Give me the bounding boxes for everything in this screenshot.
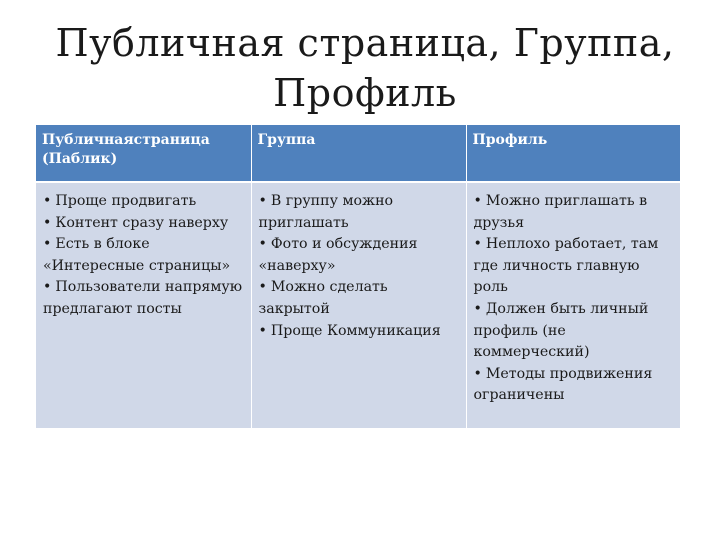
table-row	[36, 182, 680, 428]
header-profile: Профиль	[466, 125, 680, 182]
group-list	[259, 191, 460, 342]
table-header-row	[36, 125, 680, 182]
cell-profile	[466, 182, 680, 428]
profile-list	[474, 191, 675, 407]
public-page-list	[43, 191, 245, 321]
list-item: • Должен быть личный профиль (не коммерческий)	[474, 299, 675, 364]
list-item: • Проще Коммуникация	[259, 321, 460, 343]
slide-title	[0, 18, 720, 118]
list-item: • Можно сделать закрытой	[259, 277, 460, 320]
list-item: • Пользователи напрямую предлагают посты	[43, 277, 245, 320]
comparison-table	[36, 125, 680, 428]
header-group: Группа	[251, 125, 466, 182]
list-item: • Контент сразу наверху	[43, 213, 245, 235]
header-public-page: Публичнаястраница (Паблик)	[36, 125, 251, 182]
list-item: • Есть в блоке «Интересные страницы»	[43, 234, 245, 277]
list-item: • Методы продвижения ограничены	[474, 364, 675, 407]
list-item: • Можно приглашать в друзья	[474, 191, 675, 234]
list-item: • Неплохо работает, там где личность главную роль	[474, 234, 675, 299]
list-item: • Фото и обсуждения «наверху»	[259, 234, 460, 277]
slide-title-line-2: Профиль	[273, 71, 457, 115]
list-item: • В группу можно приглашать	[259, 191, 460, 234]
slide-title-line-1: Публичная страница, Группа,	[55, 21, 675, 65]
list-item: • Проще продвигать	[43, 191, 245, 213]
cell-group	[251, 182, 466, 428]
cell-public-page	[36, 182, 251, 428]
